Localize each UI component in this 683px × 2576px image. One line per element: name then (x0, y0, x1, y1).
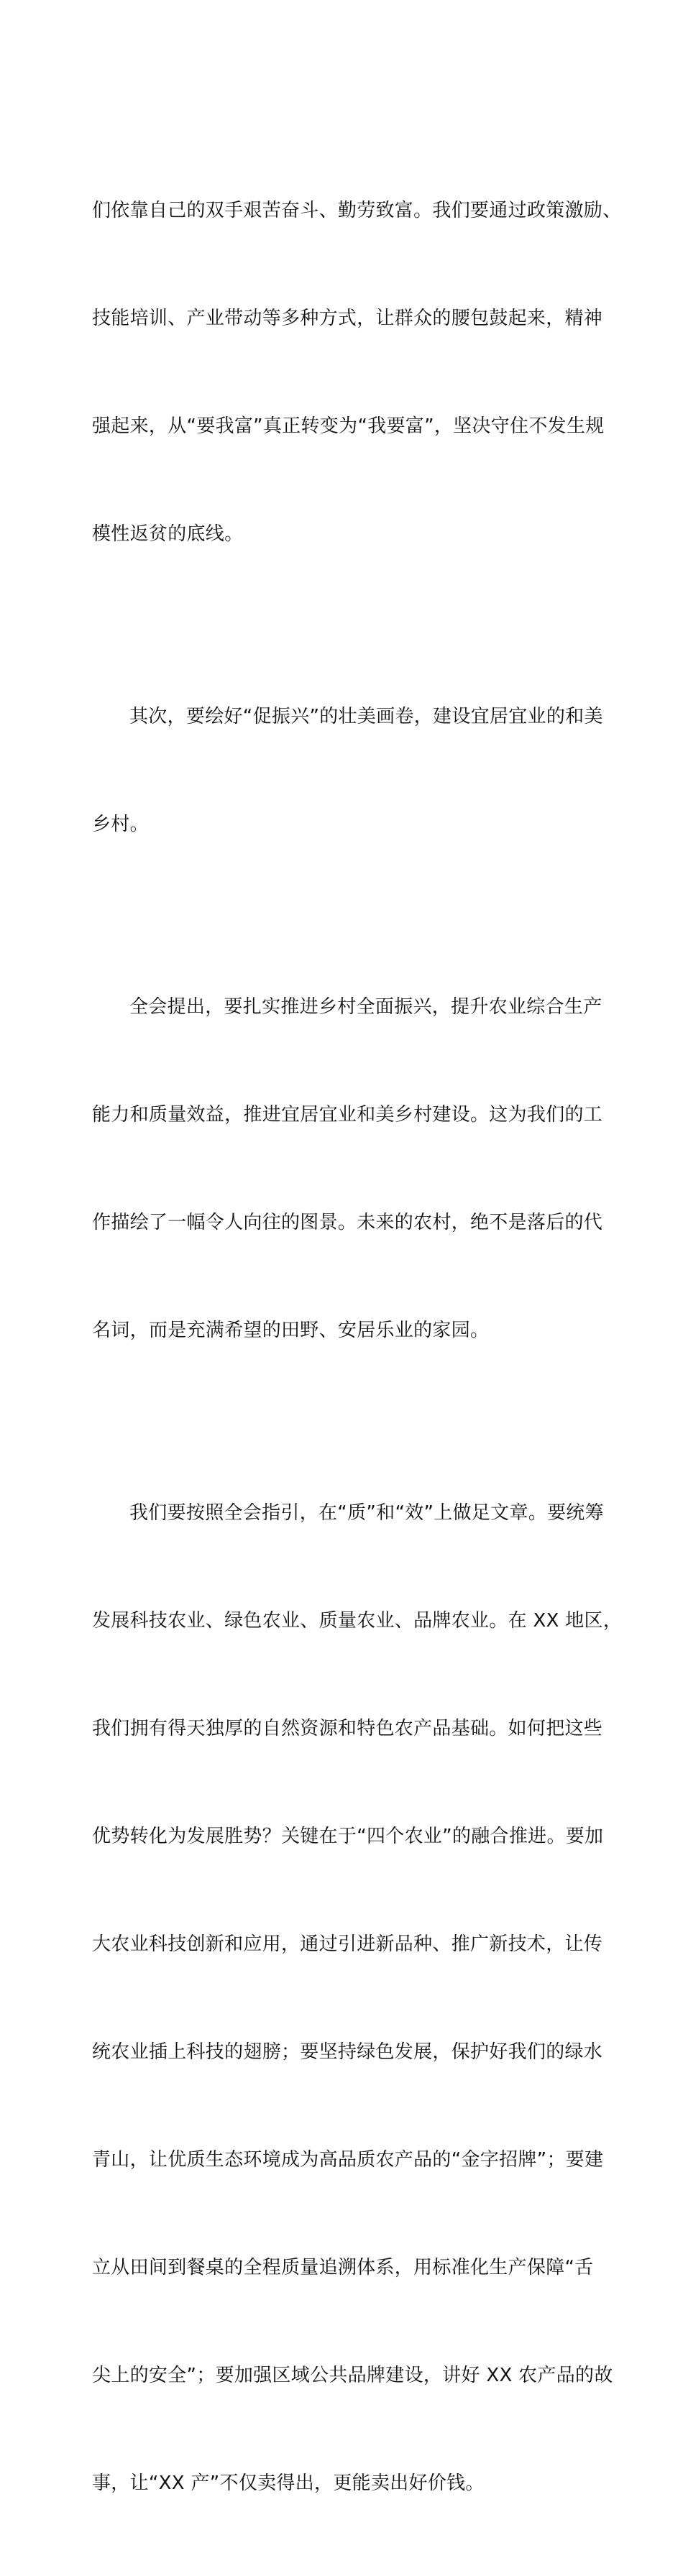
text-line: 作描绘了一幅令人向往的图景。未来的农村，绝不是落后的代 (92, 1212, 603, 1233)
text-line: 青山，让优质生态环境成为高品质农产品的“金字招牌”；要建 (92, 2149, 604, 2171)
paragraph-2 (92, 627, 603, 914)
text-line: 强起来，从“要我富”真正转变为“我要富”，坚决守住不发生规 (92, 415, 605, 437)
text-line: 立从田间到餐桌的全程质量追溯体系，用标准化生产保障“舌 (92, 2257, 594, 2278)
paragraph-4 (92, 1423, 623, 2573)
document-body (92, 121, 623, 2576)
paragraph-1 (92, 121, 622, 624)
text-line: 我们要按照全会指引，在“质”和“效”上做足文章。要统筹 (129, 1502, 604, 1524)
text-line: 们依靠自己的双手艰苦奋斗、勤劳致富。我们要通过政策激励、 (92, 200, 622, 221)
text-line: 发展科技农业、绿色农业、质量农业、品牌农业。在 XX 地区， (92, 1610, 623, 1632)
text-line: 我们拥有得天独厚的自然资源和特色农产品基础。如何把这些 (92, 1718, 603, 1739)
paragraph-3 (92, 917, 603, 1420)
text-line: 尖上的安全”；要加强区域公共品牌建设，讲好 XX 农产品的故 (92, 2365, 613, 2386)
text-line: 大农业科技创新和应用，通过引进新品种、推广新技术，让传 (92, 1933, 603, 1955)
text-line: 技能培训、产业带动等多种方式，让群众的腰包鼓起来，精神 (92, 308, 603, 329)
text-line: 优势转化为发展胜势？关键在于“四个农业”的融合推进。要加 (92, 1826, 604, 1847)
text-line: 全会提出，要扎实推进乡村全面振兴，提升农业综合生产 (129, 996, 602, 1018)
text-line: 名词，而是充满希望的田野、安居乐业的家园。 (92, 1320, 490, 1341)
text-line: 能力和质量效益，推进宜居宜业和美乡村建设。这为我们的工 (92, 1104, 603, 1126)
text-line: 乡村。 (92, 814, 149, 835)
text-line: 其次，要绘好“促振兴”的壮美画卷，建设宜居宜业的和美 (129, 706, 603, 727)
text-line: 事，让“XX 产”不仅卖得出，更能卖出好价钱。 (92, 2472, 485, 2494)
text-line: 统农业插上科技的翅膀；要坚持绿色发展，保护好我们的绿水 (92, 2041, 603, 2063)
text-line: 模性返贫的底线。 (92, 523, 244, 545)
